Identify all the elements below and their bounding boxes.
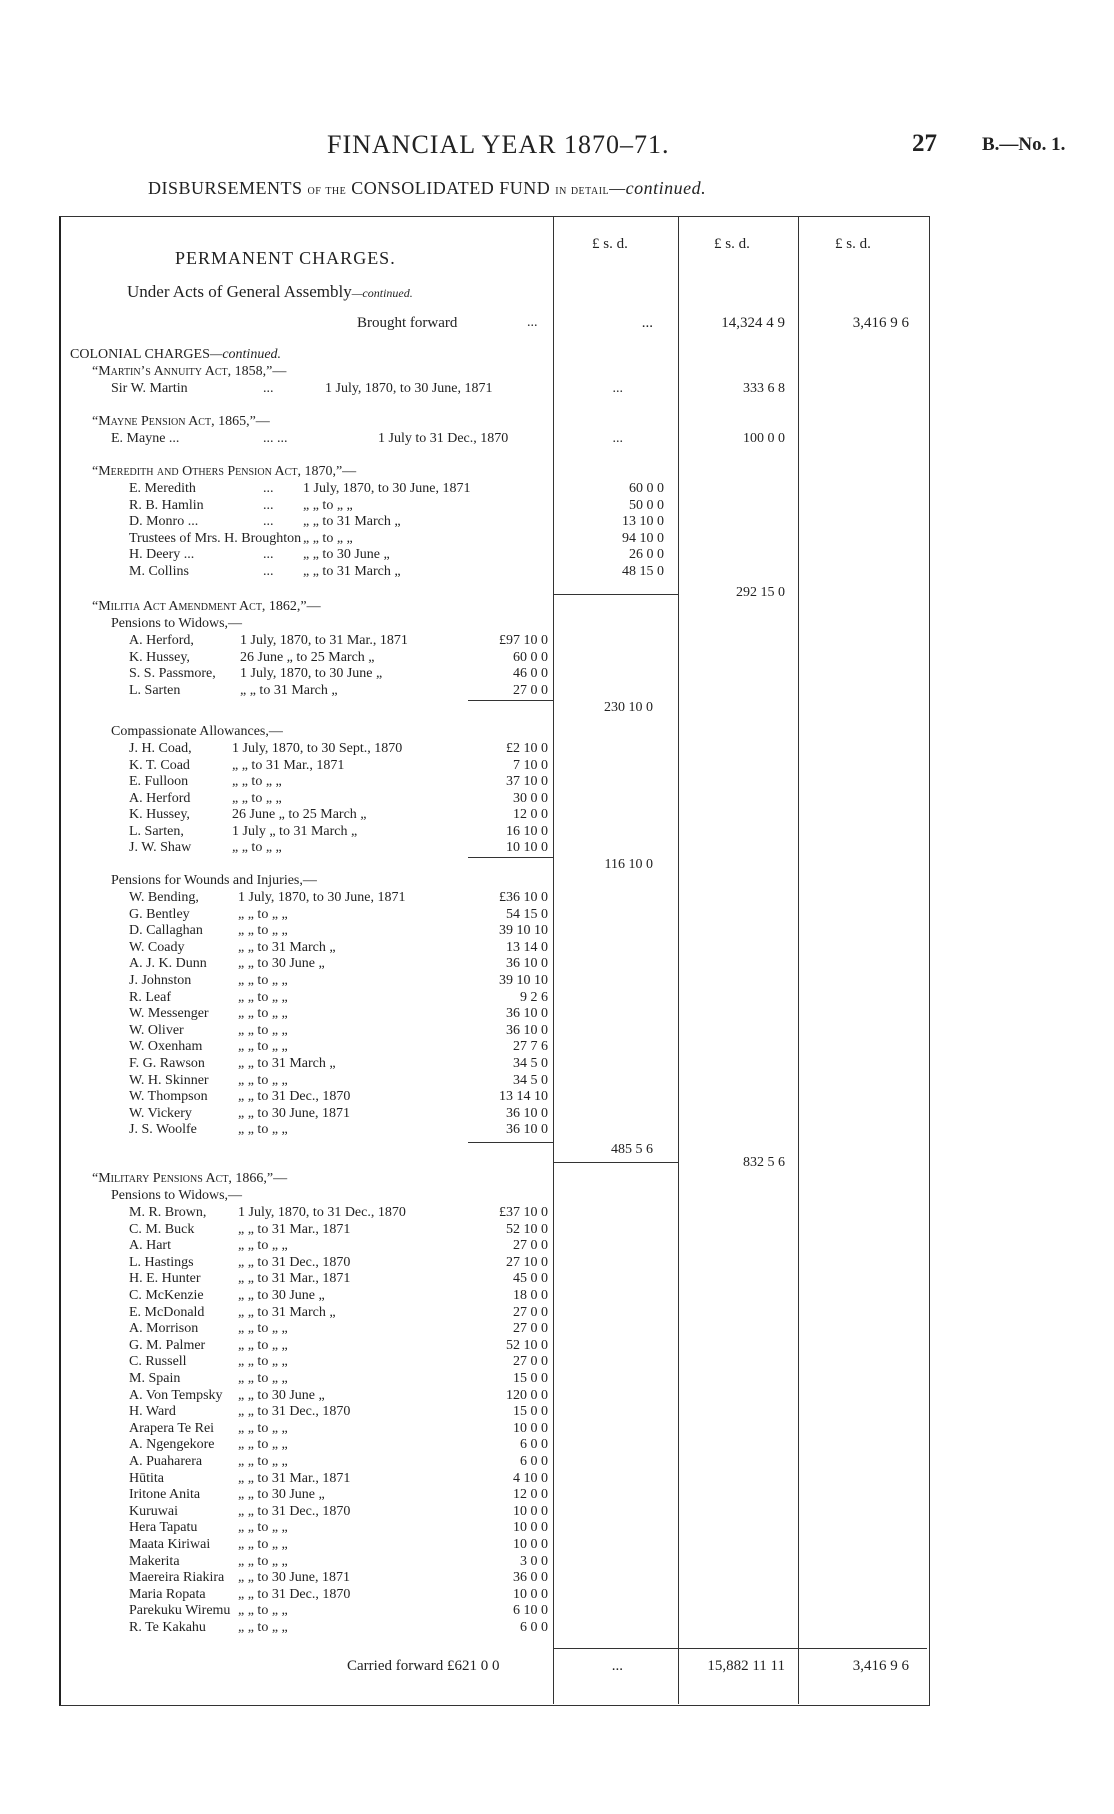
payee-name: Iritone Anita <box>129 1487 201 1503</box>
payee-name: C. Russell <box>129 1354 187 1370</box>
payee-name: J. W. Shaw <box>129 840 192 855</box>
payment-period: „ „ to 30 June „ <box>238 1288 325 1303</box>
payment-period: „ „ to 31 Mar., 1871 <box>238 1221 351 1237</box>
payment-period: „ „ to „ „ <box>238 1022 288 1038</box>
payee-name: A. Puaharera <box>129 1454 203 1469</box>
payment-amount: 26 0 0 <box>629 547 664 562</box>
payment-period: 1 July, 1870, to 30 June, 1871 <box>238 890 406 905</box>
payment-period: „ „ to „ „ <box>238 1620 288 1635</box>
payment-period: „ „ to „ „ <box>238 1437 288 1453</box>
payment-amount: 6 10 0 <box>513 1603 548 1619</box>
subtitle-part: DISBURSEMENTS <box>148 178 303 198</box>
payee-name: A. Von Tempsky <box>129 1387 223 1403</box>
payment-amount: 30 0 0 <box>513 790 548 806</box>
payment-amount: 6 0 0 <box>520 1437 548 1453</box>
subtitle-part: in detail <box>555 183 610 198</box>
militia-wounds-total: 485 5 6 <box>611 1142 653 1157</box>
payee-name: A. Hart <box>129 1238 171 1254</box>
act-title-meredith: “Meredith and Others Pension Act, 1870,”— <box>92 464 357 479</box>
payment-amount: 12 0 0 <box>513 807 548 822</box>
payee-name: J. H. Coad, <box>129 741 192 756</box>
payment-period: 1 July, 1870, to 30 June, 1871 <box>325 381 493 396</box>
payment-amount: 9 2 6 <box>520 989 548 1005</box>
payment-amount: 16 10 0 <box>506 823 548 839</box>
payment-period: „ „ to 31 Mar., 1871 <box>238 1470 351 1486</box>
payment-period: 1 July, 1870, to 30 June „ <box>240 666 383 681</box>
payee-name: Arapera Te Rei <box>129 1420 215 1436</box>
section-subtitle-cont: —continued. <box>351 286 413 300</box>
payment-period: „ „ to „ „ <box>238 923 288 939</box>
payee-name: A. Herford <box>129 790 191 806</box>
group-title: Pensions to Widows,— <box>111 616 243 631</box>
page-number: 27 <box>912 130 937 157</box>
payee-name: R. Leaf <box>129 989 171 1005</box>
subtotal-rule <box>553 594 678 595</box>
payee-name: Hūtita <box>129 1470 164 1486</box>
subtitle-part: of the <box>307 183 347 198</box>
payment-amount: 27 0 0 <box>513 682 548 698</box>
payment-period: „ „ to 31 Mar., 1871 <box>238 1271 351 1287</box>
payment-amount: 39 10 10 <box>499 923 548 939</box>
payment-period: „ „ to 31 March „ <box>303 563 401 579</box>
group-title: Pensions to Widows,— <box>111 1188 243 1203</box>
payment-period: 1 July „ to 31 March „ <box>232 823 358 839</box>
payee-name: M. R. Brown, <box>129 1205 207 1220</box>
payment-amount: 13 14 0 <box>506 939 548 955</box>
payee-name: J. Johnston <box>129 973 192 988</box>
payment-period: „ „ to 31 March „ <box>240 682 338 698</box>
payment-period: „ „ to „ „ <box>303 530 353 546</box>
payee-name: E. McDonald <box>129 1304 205 1320</box>
payment-amount: 6 0 0 <box>520 1620 548 1635</box>
payment-period: „ „ to „ „ <box>238 1603 288 1619</box>
payment-period: „ „ to 31 Dec., 1870 <box>238 1586 351 1602</box>
payee-name: W. Thompson <box>129 1089 208 1105</box>
payment-amount: 27 7 6 <box>513 1039 548 1055</box>
subtotal-rule <box>468 1142 553 1143</box>
colonial-charges-title: COLONIAL CHARGES <box>70 347 210 362</box>
payment-amount: 27 0 0 <box>513 1354 548 1370</box>
payment-amount: 36 10 0 <box>506 1122 548 1138</box>
payee-name: K. Hussey, <box>129 649 190 665</box>
act-title-military: “Military Pensions Act, 1866,”— <box>92 1171 288 1186</box>
page-subtitle <box>148 178 706 199</box>
payment-amount: 36 0 0 <box>513 1570 548 1586</box>
payment-amount: 94 10 0 <box>622 530 664 546</box>
payment-period: „ „ to 30 June „ <box>238 1487 325 1503</box>
payment-amount: 48 15 0 <box>622 563 664 579</box>
payment-amount: 36 10 0 <box>506 1022 548 1038</box>
payee-name: F. G. Rawson <box>129 1056 205 1071</box>
payment-period: „ „ to 30 June „ <box>238 956 325 972</box>
payment-amount: 39 10 10 <box>499 973 548 988</box>
payment-amount: 54 15 0 <box>506 906 548 922</box>
subtitle-part: CONSOLIDATED FUND <box>351 178 551 198</box>
payment-amount: 18 0 0 <box>513 1288 548 1303</box>
brought-forward-label: Brought forward <box>357 315 458 331</box>
payment-amount: 52 10 0 <box>506 1221 548 1237</box>
payee-name: A. Herford, <box>129 633 194 648</box>
payee-name: Makerita <box>129 1553 180 1569</box>
payment-period: „ „ to „ „ <box>238 1321 288 1337</box>
payment-amount: 12 0 0 <box>513 1487 548 1503</box>
payment-amount: 45 0 0 <box>513 1271 548 1287</box>
leader-dots: ... <box>263 481 274 496</box>
payment-period: 1 July, 1870, to 30 June, 1871 <box>303 481 471 496</box>
payee-name: E. Mayne ... <box>111 431 180 446</box>
leader-dots: ... <box>263 514 274 529</box>
mayne-col1: ... <box>612 431 623 446</box>
payee-name: Maata Kiriwai <box>129 1537 211 1552</box>
payee-name: K. Hussey, <box>129 807 190 822</box>
payment-amount: 13 14 10 <box>499 1089 548 1105</box>
payee-name: L. Hastings <box>129 1254 194 1270</box>
payment-amount: 60 0 0 <box>629 481 664 496</box>
payment-amount: 36 10 0 <box>506 956 548 972</box>
martin-col1: ... <box>612 381 623 396</box>
payee-name: Kuruwai <box>129 1503 178 1519</box>
act-title-martin: “Martin’s Annuity Act, 1858,”— <box>92 364 287 379</box>
payment-period: 1 July, 1870, to 30 Sept., 1870 <box>232 741 403 756</box>
martin-col2: 333 6 8 <box>743 381 785 396</box>
payment-amount: 52 10 0 <box>506 1337 548 1353</box>
payment-amount: 60 0 0 <box>513 649 548 665</box>
militia-widows-total: 230 10 0 <box>604 700 653 715</box>
payee-name: H. Deery ... <box>129 547 195 562</box>
payee-name: W. Oxenham <box>129 1039 203 1055</box>
document-reference: B.—No. 1. <box>982 134 1066 155</box>
subtotal-rule <box>468 700 553 701</box>
payee-name: C. M. Buck <box>129 1221 195 1237</box>
group-title: Pensions for Wounds and Injuries,— <box>111 873 317 888</box>
payee-name: M. Spain <box>129 1371 181 1386</box>
leader-dots: ... <box>263 497 274 513</box>
payee-name: W. Oliver <box>129 1022 184 1038</box>
payment-amount: 15 0 0 <box>513 1371 548 1386</box>
payment-period: „ „ to 31 March „ <box>238 939 336 955</box>
payment-period: „ „ to „ „ <box>238 973 288 988</box>
payment-period: „ „ to „ „ <box>238 906 288 922</box>
total-rule <box>553 1648 927 1649</box>
carried-forward-col2: 15,882 11 11 <box>707 1658 785 1674</box>
payee-name: W. Vickery <box>129 1105 192 1121</box>
payment-amount: 120 0 0 <box>506 1387 548 1403</box>
subtitle-part: —continued. <box>609 178 707 198</box>
payee-name: W. Coady <box>129 939 185 955</box>
payee-name: W. Messenger <box>129 1006 209 1022</box>
payment-period: „ „ to „ „ <box>238 1420 288 1436</box>
subtotal-rule <box>468 857 553 858</box>
payment-amount: 34 5 0 <box>513 1072 548 1088</box>
payment-amount: 10 10 0 <box>506 840 548 855</box>
payment-amount: 34 5 0 <box>513 1056 548 1071</box>
payee-name: D. Callaghan <box>129 923 203 939</box>
payee-name: Sir W. Martin <box>111 381 188 396</box>
mayne-col2: 100 0 0 <box>743 431 785 446</box>
payment-amount: 36 10 0 <box>506 1105 548 1121</box>
payee-name: D. Monro ... <box>129 514 199 529</box>
payment-amount: 36 10 0 <box>506 1006 548 1022</box>
payment-amount: 10 0 0 <box>513 1520 548 1536</box>
meredith-total: 292 15 0 <box>736 585 785 600</box>
payment-amount: 27 10 0 <box>506 1254 548 1270</box>
payment-period: „ „ to „ „ <box>238 1553 288 1569</box>
payment-period: „ „ to 31 Dec., 1870 <box>238 1404 351 1420</box>
payee-name: A. Morrison <box>129 1321 199 1337</box>
payee-name: Parekuku Wiremu <box>129 1603 231 1619</box>
payee-name: C. McKenzie <box>129 1288 204 1303</box>
payment-period: „ „ to „ „ <box>303 497 353 513</box>
payment-amount: 6 0 0 <box>520 1454 548 1469</box>
payee-name: R. B. Hamlin <box>129 497 204 513</box>
leader-dots: ... <box>527 315 538 330</box>
payment-period: „ „ to 31 March „ <box>238 1304 336 1320</box>
brought-forward-col2: 14,324 4 9 <box>721 315 785 331</box>
payment-period: „ „ to „ „ <box>238 1238 288 1254</box>
payment-amount: 50 0 0 <box>629 497 664 513</box>
payment-amount: 15 0 0 <box>513 1404 548 1420</box>
payee-name: A. J. K. Dunn <box>129 956 207 972</box>
payment-amount: 27 0 0 <box>513 1321 548 1337</box>
payee-name: J. S. Woolfe <box>129 1122 197 1138</box>
payment-period: „ „ to 31 Dec., 1870 <box>238 1254 351 1270</box>
payment-amount: 4 10 0 <box>513 1470 548 1486</box>
payee-name: E. Meredith <box>129 481 196 496</box>
carried-forward-label: Carried forward £621 0 0 <box>347 1658 500 1674</box>
payment-period: „ „ to „ „ <box>232 840 282 855</box>
carried-forward-col1: ... <box>611 1658 623 1674</box>
payee-name: G. Bentley <box>129 906 190 922</box>
column-header: £ s. d. <box>714 236 750 252</box>
payment-period: „ „ to „ „ <box>238 1122 288 1138</box>
payment-amount: 27 0 0 <box>513 1304 548 1320</box>
leader-dots: ... <box>263 547 274 562</box>
payment-amount: 27 0 0 <box>513 1238 548 1254</box>
payment-period: „ „ to „ „ <box>238 1537 288 1552</box>
payee-name: L. Sarten <box>129 682 181 698</box>
militia-total: 832 5 6 <box>743 1155 785 1170</box>
payee-name: Trustees of Mrs. H. Broughton <box>129 530 302 546</box>
payment-amount: £37 10 0 <box>499 1205 548 1220</box>
payment-amount: £36 10 0 <box>499 890 548 905</box>
act-title-militia: “Militia Act Amendment Act, 1862,”— <box>92 599 321 614</box>
payee-name: G. M. Palmer <box>129 1337 206 1353</box>
act-title-mayne: “Mayne Pension Act, 1865,”— <box>92 414 270 429</box>
payment-period: „ „ to 30 June, 1871 <box>238 1105 350 1121</box>
militia-comp-total: 116 10 0 <box>604 857 653 872</box>
payee-name: Maereira Riakira <box>129 1570 225 1586</box>
payment-period: „ „ to 30 June, 1871 <box>238 1570 350 1586</box>
payee-name: W. Bending, <box>129 890 199 905</box>
payment-amount: 10 0 0 <box>513 1420 548 1436</box>
brought-forward-col3: 3,416 9 6 <box>852 315 909 331</box>
payment-amount: 3 0 0 <box>520 1553 548 1569</box>
payment-period: „ „ to „ „ <box>238 1520 288 1536</box>
brought-forward-col1: ... <box>641 315 653 331</box>
payment-period: „ „ to „ „ <box>238 1371 288 1386</box>
payment-amount: £2 10 0 <box>506 741 548 756</box>
payee-name: K. T. Coad <box>129 757 190 773</box>
section-subtitle <box>127 282 413 302</box>
payment-period: 1 July to 31 Dec., 1870 <box>378 431 509 446</box>
payment-period: „ „ to „ „ <box>238 1354 288 1370</box>
payment-period: „ „ to 31 March „ <box>303 514 401 529</box>
leader-dots: ... ... <box>263 431 288 446</box>
payee-name: H. Ward <box>129 1404 176 1420</box>
colonial-charges-cont: —continued. <box>209 347 282 362</box>
payment-amount: 37 10 0 <box>506 774 548 789</box>
payment-amount: 10 0 0 <box>513 1537 548 1552</box>
section-subtitle-text: Under Acts of General Assembly <box>127 282 352 301</box>
payment-period: „ „ to „ „ <box>232 790 282 806</box>
payee-name: Hera Tapatu <box>129 1520 198 1536</box>
payment-period: „ „ to 31 March „ <box>238 1056 336 1071</box>
page-title: FINANCIAL YEAR 1870–71. <box>327 130 670 159</box>
carried-forward-col3: 3,416 9 6 <box>852 1658 909 1674</box>
payment-period: 1 July, 1870, to 31 Mar., 1871 <box>240 633 408 648</box>
payment-period: „ „ to 30 June „ <box>238 1387 325 1403</box>
payment-period: „ „ to 31 Dec., 1870 <box>238 1089 351 1105</box>
payment-period: „ „ to „ „ <box>238 1337 288 1353</box>
payee-name: E. Fulloon <box>129 774 189 789</box>
column-header: £ s. d. <box>592 236 628 252</box>
payment-amount: 46 0 0 <box>513 666 548 681</box>
payment-amount: 7 10 0 <box>513 757 548 773</box>
payment-period: „ „ to „ „ <box>238 1454 288 1469</box>
payment-period: „ „ to „ „ <box>232 774 282 789</box>
payment-period: „ „ to 31 Mar., 1871 <box>232 757 345 773</box>
payee-name: M. Collins <box>129 563 189 579</box>
payment-period: „ „ to „ „ <box>238 1039 288 1055</box>
group-title: Compassionate Allowances,— <box>111 724 283 739</box>
colonial-charges-heading <box>70 347 281 363</box>
payment-amount: £97 10 0 <box>499 633 548 648</box>
column-divider <box>798 216 799 1704</box>
payment-period: „ „ to „ „ <box>238 1006 288 1022</box>
leader-dots: ... <box>263 381 274 396</box>
payee-name: S. S. Passmore, <box>129 666 216 681</box>
payment-amount: 10 0 0 <box>513 1503 548 1519</box>
payment-amount: 13 10 0 <box>622 514 664 529</box>
payment-period: „ „ to 31 Dec., 1870 <box>238 1503 351 1519</box>
payee-name: H. E. Hunter <box>129 1271 201 1287</box>
payment-period: „ „ to 30 June „ <box>303 547 390 562</box>
payee-name: L. Sarten, <box>129 823 184 839</box>
payee-name: W. H. Skinner <box>129 1072 209 1088</box>
payment-amount: 10 0 0 <box>513 1586 548 1602</box>
payee-name: Maria Ropata <box>129 1586 206 1602</box>
payment-period: 26 June „ to 25 March „ <box>240 649 375 665</box>
column-header: £ s. d. <box>835 236 871 252</box>
section-title: PERMANENT CHARGES. <box>175 248 396 268</box>
payee-name: A. Ngengekore <box>129 1437 215 1453</box>
payment-period: 1 July, 1870, to 31 Dec., 1870 <box>238 1205 406 1220</box>
payment-period: „ „ to „ „ <box>238 989 288 1005</box>
payment-period: 26 June „ to 25 March „ <box>232 807 367 822</box>
payment-period: „ „ to „ „ <box>238 1072 288 1088</box>
payee-name: R. Te Kakahu <box>129 1620 206 1635</box>
subtotal-rule <box>553 1162 678 1163</box>
leader-dots: ... <box>263 563 274 579</box>
